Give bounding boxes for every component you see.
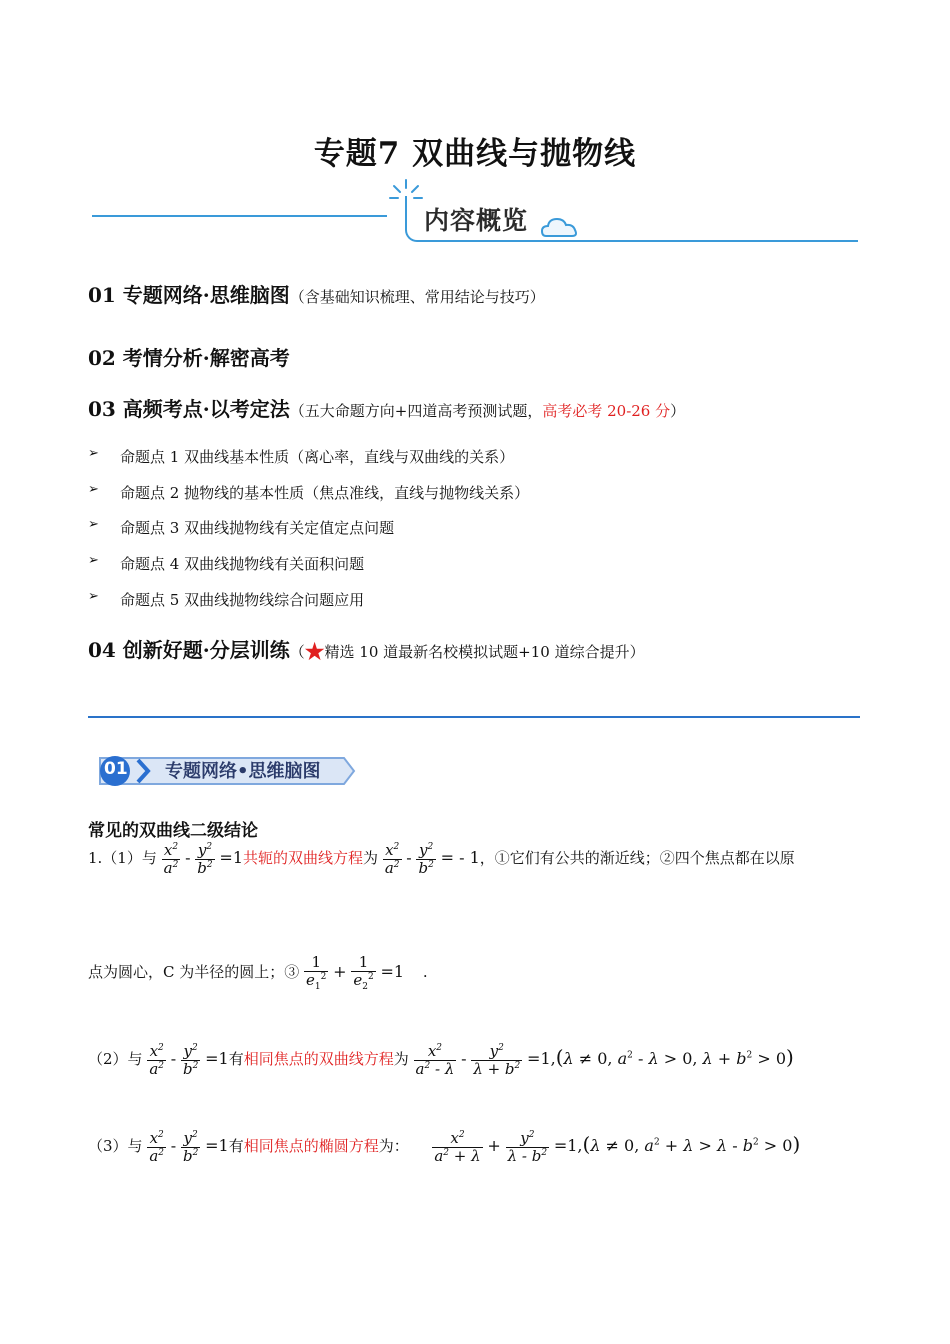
arrow-bullet-icon: ➢ [88,589,99,604]
item-1-line-2-text: 点为圆心，C 为半径的圆上；③ [88,963,300,982]
formula-fraction: $\frac{y^2}{b^2}$ [182,1129,199,1165]
formula-fraction: $\frac{x^2}{a^2 + \lambda}$ [434,1129,481,1165]
item-1-prefix: 1.（1）与 [88,849,157,867]
item-1-mid: 为 [363,849,379,867]
item-1-line-2: 点为圆心，C 为半径的圆上；③ $\frac{1}{e_1^2}$ + $\frac{1}{e_2^2}$ =1 . [88,953,428,992]
list-item-text: 命题点 1 双曲线基本性质（离心率，直线与双曲线的关系） [120,448,515,466]
cloud-icon [540,214,580,240]
item-2-mid-b: 为 [393,1050,409,1068]
formula-fraction: $\frac{x^2}{a^2}$ [149,1129,165,1165]
star-icon: ★ [304,639,325,665]
list-item-text: 命题点 5 双曲线抛物线综合问题应用 [120,591,365,609]
item-3-mid-b: 为： [378,1137,409,1155]
item-3-red-text: 相同焦点的椭圆方程 [243,1137,379,1155]
section-divider [88,716,860,718]
item-3-mid-a: 有 [228,1137,244,1155]
section-02-title: 02 考情分析·解密高考 [88,346,290,370]
formula-fraction: $\frac{x^2}{a^2 - \lambda}$ [415,1042,455,1078]
overview-label: 内容概览 [424,206,529,235]
formula-fraction: $\frac{x^2}{a^2}$ [149,1042,165,1078]
section-03-note-a: （五大命题方向+四道高考预测试题， [289,402,543,420]
tag-number: 01 [104,759,128,779]
header-rule-left [92,215,387,217]
arrow-bullet-icon: ➢ [88,517,99,532]
formula-fraction: $\frac{1}{e_1^2}$ [306,953,327,992]
sparkle-icon [388,178,424,212]
item-3-prefix: （3）与 [88,1137,143,1155]
arrow-bullet-icon: ➢ [88,482,99,497]
arrow-bullet-icon: ➢ [88,446,99,461]
item-2-line: （2）与 $\frac{x^2}{a^2}$ - $\frac{y^2}{b^2}$ =1有相同焦点的双曲线方程为 $\frac{x^2}{a^2 - \lambda}$ - $\frac{y^2}{\lambda + b^2}$ =1,(λ ≠ 0, $a^2 - \lambda > 0$, $\lambda + b^2 > 0$) [88,1042,794,1078]
header-rule-right [540,240,858,242]
formula-fraction: $\frac{y^2}{b^2}$ [418,841,434,877]
item-2-mid-a: 有 [228,1050,244,1068]
item-3-line: （3）与 $\frac{x^2}{a^2}$ - $\frac{y^2}{b^2}$ =1有相同焦点的椭圆方程为： $\frac{x^2}{a^2 + \lambda}$ + $\frac{y^2}{\lambda - b^2}$ =1,(λ ≠ 0, $a^2 + \lambda > \lambda - b^2 > 0$) [88,1129,801,1165]
section-01-title: 01 专题网络·思维脑图 [88,283,290,307]
item-1-line-1: 1.（1）与 $\frac{x^2}{a^2}$ - $\frac{y^2}{b^2}$ =1共轭的双曲线方程为 $\frac{x^2}{a^2}$ - $\frac{y^2}{b^2}$ = - 1，①它们有公共的渐近线；②四个焦点都在以原 [88,841,795,877]
section-04-note-b: 精选 10 道最新名校模拟试题+10 道综合提升） [324,643,645,661]
formula-fraction: $\frac{y^2}{\lambda - b^2}$ [507,1129,548,1165]
list-item-text: 命题点 3 双曲线抛物线有关定值定点问题 [120,519,395,537]
arrow-bullet-icon: ➢ [88,553,99,568]
formula-fraction: $\frac{x^2}{a^2}$ [384,841,400,877]
section-01 [88,279,545,308]
item-2-prefix: （2）与 [88,1050,143,1068]
section-04-title: 04 创新好题·分层训练 [88,638,290,662]
item-1-suffix: ，①它们有公共的渐近线；②四个焦点都在以原 [479,849,795,867]
section-03-note-b: ） [670,402,686,420]
item-2-red-text: 相同焦点的双曲线方程 [243,1050,394,1068]
formula-fraction: $\frac{y^2}{b^2}$ [182,1042,199,1078]
formula-fraction: $\frac{x^2}{a^2}$ [163,841,179,877]
section-03-note-red: 高考必考 20-26 分 [542,402,671,420]
section-04 [88,634,645,665]
section-04-note-a: （ [289,643,305,661]
formula-fraction: $\frac{1}{e_2^2}$ [353,953,374,992]
section-03-title: 03 高频考点·以考定法 [88,397,290,421]
list-item-text: 命题点 2 抛物线的基本性质（焦点准线，直线与抛物线关系） [120,484,530,502]
section-03 [88,393,685,422]
item-1-end: . [422,963,428,982]
subheading: 常见的双曲线二级结论 [88,821,258,841]
tag-label: 专题网络•思维脑图 [165,761,321,782]
list-item-text: 命题点 4 双曲线抛物线有关面积问题 [120,555,365,573]
section-01-note: （含基础知识梳理、常用结论与技巧） [289,288,545,306]
page-title: 专题7 双曲线与抛物线 [313,136,637,172]
item-1-red-text: 共轭的双曲线方程 [243,849,364,867]
formula-fraction: $\frac{y^2}{b^2}$ [197,841,213,877]
section-02 [88,342,290,371]
formula-fraction: $\frac{y^2}{\lambda + b^2}$ [473,1042,521,1078]
